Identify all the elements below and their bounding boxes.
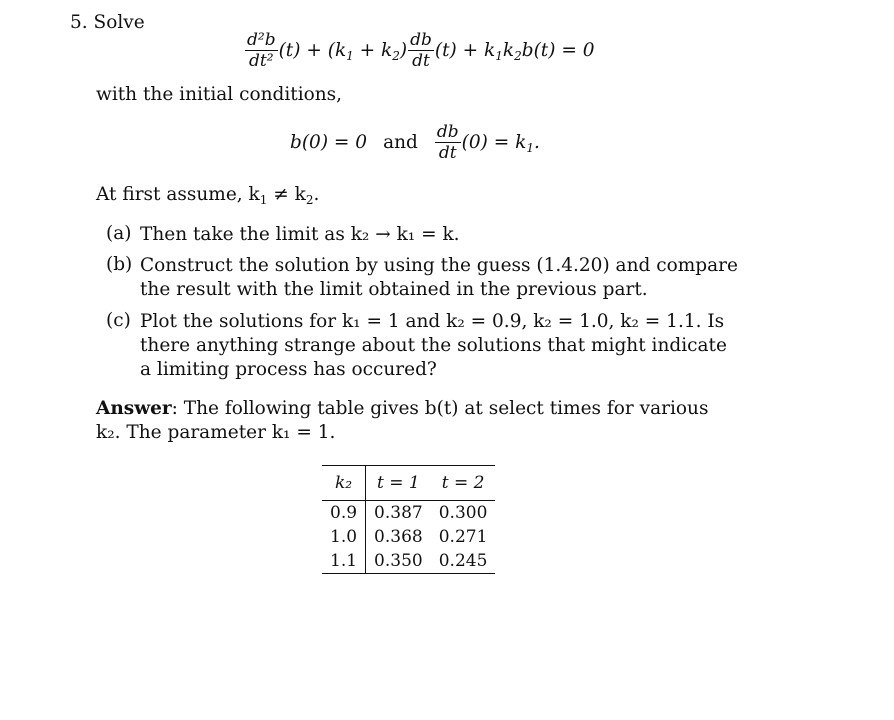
table-cell: 0.245 bbox=[438, 551, 488, 571]
results-table bbox=[322, 465, 495, 574]
answer-paragraph bbox=[96, 397, 736, 445]
ic-and: and bbox=[383, 132, 418, 153]
table-cell: 1.0 bbox=[322, 525, 366, 549]
ic-derivative-fraction: $\frac{db}{dt}$ bbox=[436, 122, 459, 163]
equation-part-2: $(t) + k_1k_2b(t) = 0$ bbox=[434, 40, 595, 63]
part-b-text: Construct the solution by using the guess (1.4.20) and compare the result with the limit obtained in the previous part. bbox=[140, 255, 738, 300]
table-header-cell: k₂ bbox=[322, 466, 366, 501]
equation-part-1: $(t) + (k_1 + k_2)$ bbox=[278, 40, 408, 63]
answer-label: Answer bbox=[96, 398, 172, 419]
ic-right: $(0) = k_1$. bbox=[461, 132, 540, 155]
part-a-text: Then take the limit as k₂ → k₁ = k. bbox=[140, 224, 460, 245]
table-cell: 0.271 bbox=[438, 527, 488, 547]
part-c-text: Plot the solutions for k₁ = 1 and k₂ = 0.9, k₂ = 1.0, k₂ = 1.1. Is there anything strange about the solutions that might indicate a limiting process has occured? bbox=[140, 311, 727, 380]
table-row bbox=[322, 501, 495, 526]
table-header-row bbox=[322, 466, 495, 501]
problem-heading bbox=[70, 12, 145, 33]
initial-conditions-text: with the initial conditions, bbox=[96, 84, 343, 105]
table-header-cell: t = 1 bbox=[377, 473, 420, 493]
table-cell: 0.9 bbox=[322, 501, 366, 526]
table-header-cell: t = 2 bbox=[441, 473, 485, 493]
table-cell: 0.300 bbox=[431, 501, 496, 526]
table-cell: 1.1 bbox=[322, 549, 366, 574]
part-a-label: (a) bbox=[106, 223, 132, 244]
second-derivative-fraction: $\frac{\text{d²b}}{\text{dt²}}$ bbox=[247, 30, 276, 71]
table-cell: 0.368 bbox=[374, 527, 423, 547]
table-row bbox=[322, 549, 495, 574]
part-b-label: (b) bbox=[106, 254, 133, 275]
part-c-label: (c) bbox=[106, 310, 131, 331]
results-table-container bbox=[322, 465, 495, 574]
table-row bbox=[322, 525, 495, 549]
assumption-text: At first assume, $k_1 \ne k_2$. bbox=[96, 184, 320, 207]
problem-number: 5. bbox=[70, 12, 88, 33]
ic-left: b(0) = 0 bbox=[290, 132, 368, 153]
first-derivative-fraction: $\frac{db}{dt}$ bbox=[410, 30, 432, 71]
answer-text: : The following table gives b(t) at select times for various k₂. The parameter k₁ = 1. bbox=[96, 398, 709, 443]
table-cell: 0.387 bbox=[366, 501, 431, 526]
initial-conditions-equation bbox=[290, 122, 540, 163]
differential-equation bbox=[244, 30, 595, 71]
table-cell: 0.350 bbox=[374, 551, 423, 571]
problem-verb: Solve bbox=[93, 12, 145, 33]
